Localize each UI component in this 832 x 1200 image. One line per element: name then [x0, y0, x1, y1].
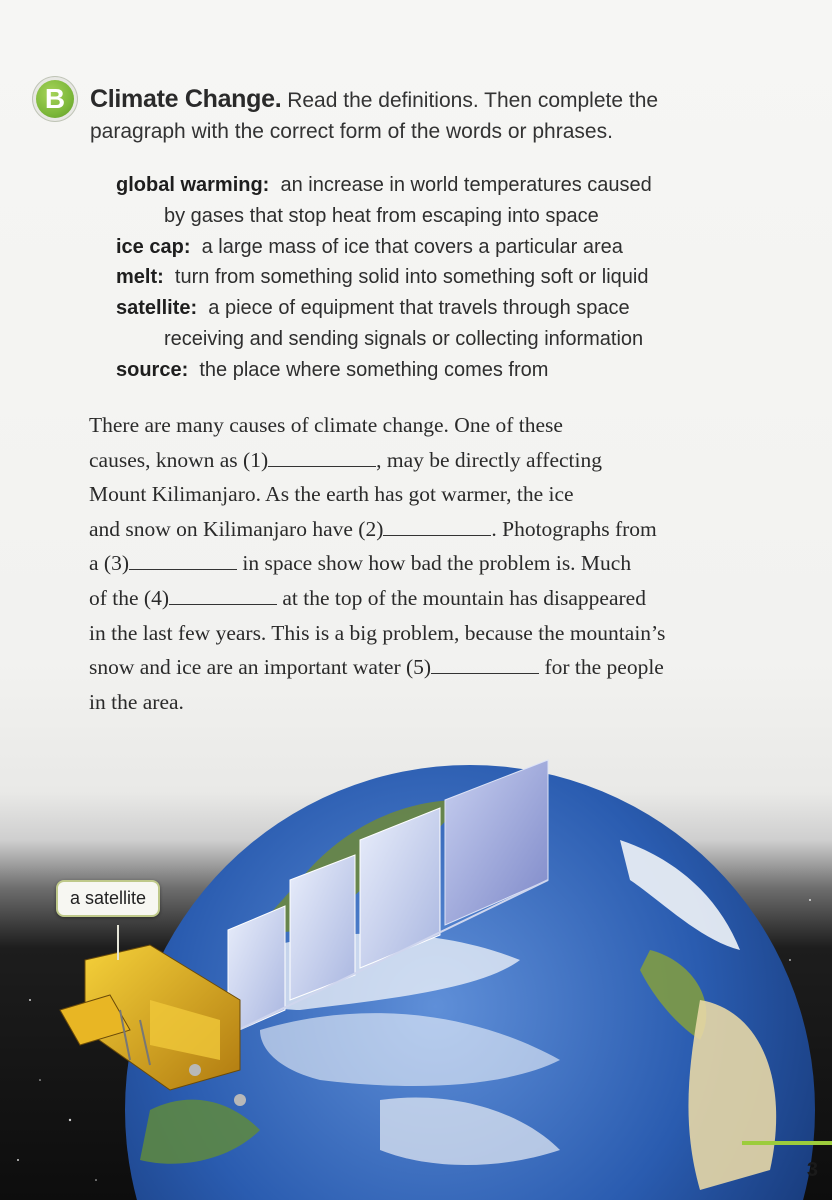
- paragraph-line: [89, 581, 789, 616]
- instructions-line-1: Read the definitions. Then complete the: [281, 89, 659, 112]
- definition-item: [116, 355, 806, 386]
- paragraph-text: , may be directly affecting: [376, 447, 602, 472]
- definition-text: a piece of equipment that travels through space: [208, 297, 630, 320]
- paragraph-line: [89, 650, 789, 685]
- definitions-list: [116, 170, 806, 386]
- paragraph-text: a (3): [89, 551, 129, 576]
- paragraph-line: in the area.: [89, 689, 184, 714]
- definition-term: satellite:: [116, 297, 198, 320]
- paragraph-text: and snow on Kilimanjaro have (2): [89, 516, 384, 541]
- definition-item: [116, 170, 806, 201]
- paragraph-text: . Photographs from: [491, 516, 657, 541]
- definition-continuation: by gases that stop heat from escaping into space: [164, 204, 599, 227]
- answer-blank-1[interactable]: [268, 450, 376, 467]
- answer-blank-2[interactable]: [383, 519, 491, 536]
- paragraph-line: There are many causes of climate change. One of these: [89, 413, 563, 437]
- instructions-line-2: paragraph with the correct form of the words or phrases.: [90, 120, 613, 143]
- page-number: 3: [806, 1159, 818, 1181]
- paragraph-line: [89, 443, 789, 478]
- section-title: [90, 84, 810, 147]
- definition-term: melt:: [116, 266, 164, 289]
- answer-blank-4[interactable]: [169, 588, 277, 605]
- satellite-caption: a satellite: [56, 880, 160, 917]
- section-badge: [36, 80, 74, 118]
- paragraph-text: of the (4): [89, 585, 169, 610]
- cloze-paragraph: [89, 408, 789, 719]
- paragraph-text: causes, known as (1): [89, 447, 269, 472]
- definition-item: [116, 262, 806, 293]
- paragraph-line: in the last few years. This is a big problem, because the mountain’s: [89, 620, 666, 645]
- section-badge-letter: B: [44, 83, 66, 114]
- paragraph-text: snow and ice are an important water (5): [89, 655, 432, 680]
- definition-text: the place where something comes from: [199, 358, 549, 381]
- definition-term: ice cap:: [116, 235, 191, 258]
- section-heading: Climate Change.: [90, 85, 282, 113]
- definition-item: [116, 232, 806, 263]
- paragraph-text: for the people: [539, 655, 664, 680]
- paragraph-line: Mount Kilimanjaro. As the earth has got warmer, the ice: [89, 482, 574, 507]
- definition-term: global warming:: [116, 174, 270, 196]
- earth-satellite-illustration: [0, 740, 832, 1200]
- page-number-bar: [742, 1141, 832, 1145]
- definition-item: [116, 293, 806, 324]
- definition-text: an increase in world temperatures caused: [280, 174, 652, 196]
- paragraph-text: in space show how bad the problem is. Much: [237, 551, 632, 576]
- answer-blank-5[interactable]: [431, 657, 539, 674]
- paragraph-line: [89, 512, 789, 547]
- definition-term: source:: [116, 358, 189, 381]
- paragraph-line: [89, 546, 789, 581]
- definition-text: turn from something solid into something soft or liquid: [174, 266, 649, 289]
- paragraph-text: at the top of the mountain has disappeared: [277, 585, 646, 610]
- definition-continuation: receiving and sending signals or collecting information: [164, 327, 644, 350]
- definition-text: a large mass of ice that covers a particular area: [201, 235, 623, 258]
- answer-blank-3[interactable]: [129, 553, 237, 570]
